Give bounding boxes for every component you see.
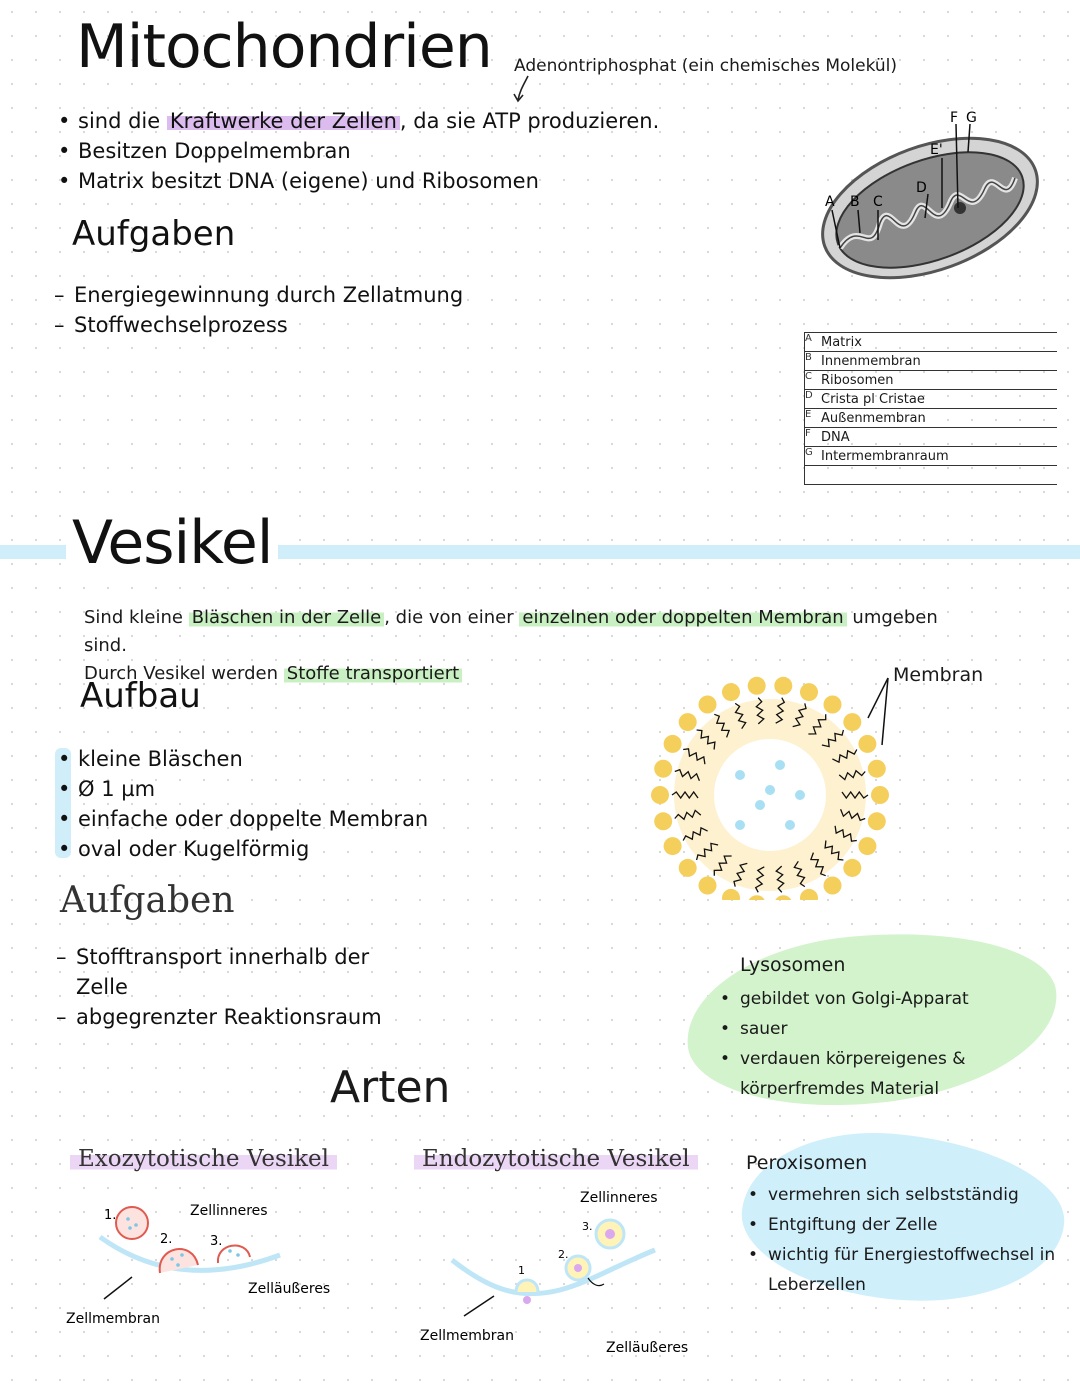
endo-diagram — [410, 1180, 700, 1365]
lipid-head — [722, 683, 740, 701]
exo-membrane-label: Zellmembran — [66, 1311, 160, 1327]
build-item-3: • einfache oder doppelte Membran — [58, 804, 428, 834]
mito-bullet-1-pre: sind die — [78, 109, 161, 133]
vesicle-content-dot — [765, 785, 775, 795]
diagram-label-d: D — [916, 180, 927, 196]
lipid-head — [722, 889, 740, 900]
vesikel-tasks-heading: Aufgaben — [60, 880, 235, 921]
exo-step-3: 3. — [210, 1234, 223, 1249]
legend-key: D — [805, 390, 821, 409]
lipid-head — [748, 677, 766, 695]
legend-key: C — [805, 371, 821, 390]
diagram-label-f: F — [950, 110, 959, 126]
intro-highlight-2: einzelnen oder doppelten Membran — [519, 607, 846, 628]
intro-part-4: Durch Vesikel werden — [84, 663, 279, 684]
lipid-head — [824, 877, 842, 895]
vesikel-title: Vesikel — [66, 508, 278, 578]
legend-key: B — [805, 352, 821, 371]
mito-title: Mitochondrien — [76, 12, 492, 82]
legend-label: Intermembranraum — [821, 447, 1057, 466]
legend-row — [805, 371, 1057, 390]
mito-bullets — [58, 106, 738, 196]
mito-legend — [804, 332, 1057, 485]
atp-note: Adenontriphosphat (ein chemisches Molekül) — [514, 56, 898, 76]
lipid-head — [664, 735, 682, 753]
endo-step-2: 2. — [558, 1248, 569, 1261]
legend-label: Crista pl Cristae — [821, 390, 1057, 409]
legend-label: Ribosomen — [821, 371, 1057, 390]
intro-part-3: umgeben sind. — [84, 607, 938, 656]
intro-highlight-1: Bläschen in der Zelle — [189, 607, 385, 628]
legend-row — [805, 352, 1057, 371]
lipid-head — [824, 696, 842, 714]
vesicle-content-dot — [735, 770, 745, 780]
vesikel-intro-line-1 — [84, 604, 984, 660]
exo-step-1: 1. — [104, 1208, 117, 1223]
mito-bullet-1-highlight: Kraftwerke der Zellen — [167, 109, 400, 133]
intro-part-1: Sind kleine — [84, 607, 183, 628]
mito-bullet-1-post: , da sie ATP produzieren. — [399, 109, 660, 133]
endo-step-3: 3. — [582, 1220, 593, 1233]
vesikel-build-heading: Aufbau — [80, 676, 201, 716]
lipid-head — [843, 859, 861, 877]
mito-tasks-heading: Aufgaben — [72, 214, 236, 254]
vesicle-content-dot — [785, 820, 795, 830]
lipid-head — [699, 877, 717, 895]
mito-bullet-3: • Matrix besitzt DNA (eigene) und Ribosomen — [58, 166, 738, 196]
lipid-head — [679, 713, 697, 731]
membrane-label: Membran — [893, 664, 984, 686]
legend-label: DNA — [821, 428, 1057, 447]
exo-outer-label: Zelläußeres — [248, 1281, 331, 1297]
legend-row — [805, 409, 1057, 428]
build-item-4: • oval oder Kugelförmig — [58, 834, 428, 864]
vesicle-diagram — [650, 670, 910, 900]
legend-row — [805, 466, 1057, 485]
lipid-head — [871, 786, 889, 804]
vesicle-content-dot — [755, 800, 765, 810]
lipid-head — [654, 812, 672, 830]
atp-arrow-icon — [510, 74, 540, 104]
legend-row — [805, 447, 1057, 466]
legend-key: G — [805, 447, 821, 466]
lipid-head — [800, 683, 818, 701]
legend-key: A — [805, 333, 821, 352]
legend-label: Außenmembran — [821, 409, 1057, 428]
mito-tasks — [54, 280, 463, 340]
endo-membrane-label: Zellmembran — [420, 1328, 514, 1344]
vesicle-content-dot — [735, 820, 745, 830]
mitochondrion-diagram — [800, 108, 1050, 308]
lysosome-item-3: • verdauen körpereigenes & körperfremdes Material — [720, 1044, 1060, 1104]
build-item-1: • kleine Bläschen — [58, 744, 428, 774]
vesikel-task-1: – Stofftransport innerhalb der Zelle — [56, 942, 386, 1002]
legend-label: Matrix — [821, 333, 1057, 352]
vesicle-content-dot — [775, 760, 785, 770]
exo-diagram — [60, 1195, 360, 1345]
intro-part-2: , die von einer — [384, 607, 514, 628]
legend-label: Innenmembran — [821, 352, 1057, 371]
lipid-head — [748, 895, 766, 900]
exo-step-2: 2. — [160, 1232, 173, 1247]
legend-key: F — [805, 428, 821, 447]
lipid-head — [800, 889, 818, 900]
legend-label — [821, 466, 1057, 485]
peroxisome-title: Peroxisomen — [746, 1152, 868, 1174]
mito-task-1: – Energiegewinnung durch Zellatmung — [54, 280, 463, 310]
lipid-head — [774, 677, 792, 695]
endo-inner-label: Zellinneres — [580, 1190, 658, 1206]
lysosome-list — [720, 984, 1060, 1104]
peroxisome-list — [748, 1180, 1058, 1300]
lysosome-item-2: • sauer — [720, 1014, 1060, 1044]
endo-step-1: 1 — [518, 1264, 525, 1277]
lipid-head — [843, 713, 861, 731]
diagram-label-a: A — [825, 194, 835, 210]
lipid-head — [868, 760, 886, 778]
exo-inner-label: Zellinneres — [190, 1203, 268, 1219]
legend-row — [805, 428, 1057, 447]
mito-bullet-1 — [58, 106, 738, 136]
diagram-label-g: G — [966, 110, 977, 126]
lipid-head — [858, 837, 876, 855]
lysosome-title: Lysosomen — [740, 954, 846, 976]
lipid-head — [868, 812, 886, 830]
endo-outer-label: Zelläußeres — [606, 1340, 689, 1356]
vesikel-build-list — [58, 744, 428, 864]
legend-row — [805, 390, 1057, 409]
legend-key: E — [805, 409, 821, 428]
vesikel-tasks — [56, 942, 386, 1032]
mito-task-2: – Stoffwechselprozess — [54, 310, 463, 340]
legend-key — [805, 466, 821, 485]
diagram-label-b: B — [850, 194, 860, 210]
endo-title: Endozytotische Vesikel — [414, 1146, 698, 1172]
intro-highlight-3: Stoffe transportiert — [284, 663, 462, 684]
lipid-head — [664, 837, 682, 855]
exo-title: Exozytotische Vesikel — [70, 1146, 337, 1172]
build-item-2: • Ø 1 µm — [58, 774, 428, 804]
lipid-head — [774, 895, 792, 900]
vesikel-task-2: – abgegrenzter Reaktionsraum — [56, 1002, 386, 1032]
lipid-head — [679, 859, 697, 877]
peroxisome-item-1: • vermehren sich selbstständig — [748, 1180, 1058, 1210]
diagram-label-e: E' — [930, 142, 943, 158]
lipid-head — [858, 735, 876, 753]
peroxisome-item-2: • Entgiftung der Zelle — [748, 1210, 1058, 1240]
lipid-head — [699, 696, 717, 714]
legend-row — [805, 333, 1057, 352]
peroxisome-item-3: • wichtig für Energiestoffwechsel in Leberzellen — [748, 1240, 1058, 1300]
mito-bullet-2: • Besitzen Doppelmembran — [58, 136, 738, 166]
lipid-head — [651, 786, 669, 804]
vesicle-content-dot — [795, 790, 805, 800]
lipid-head — [654, 760, 672, 778]
lysosome-item-1: • gebildet von Golgi-Apparat — [720, 984, 1060, 1014]
diagram-label-c: C — [873, 194, 883, 210]
types-heading: Arten — [330, 1062, 451, 1113]
